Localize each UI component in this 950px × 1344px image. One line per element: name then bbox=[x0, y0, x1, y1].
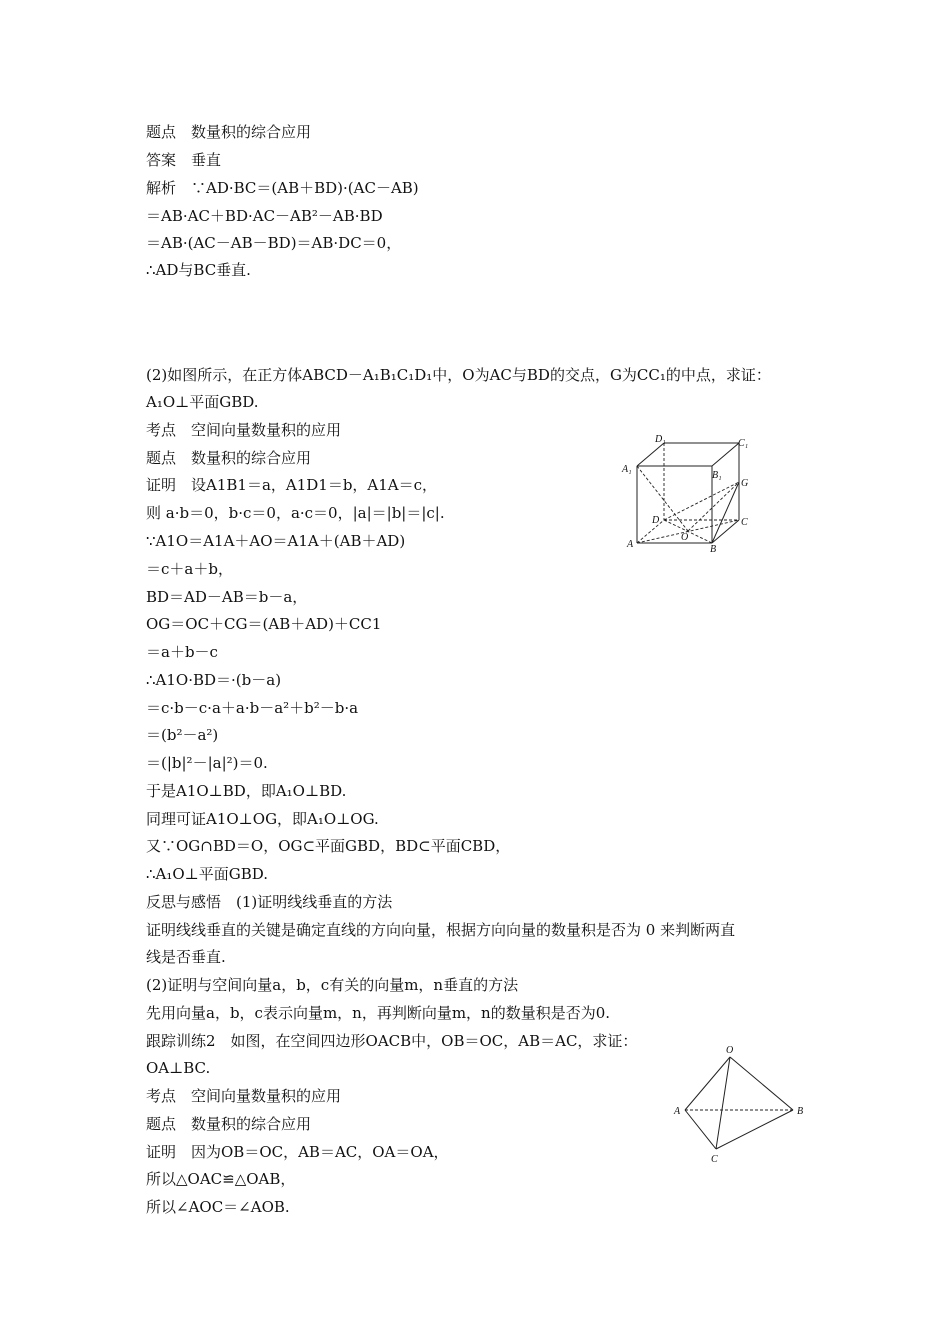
part1-line: ∴AD与BC垂直. bbox=[146, 261, 251, 279]
proof-line: ＝(|b|²－|a|²)＝0. bbox=[146, 754, 268, 772]
edge-A1O bbox=[637, 466, 688, 531]
proof-line: ∵A1O＝A1A＋AO＝A1A＋(AB＋AD) bbox=[146, 532, 406, 550]
reflection-line: 先用向量a，b，c表示向量m，n，再判断向量m，n的数量积是否为0. bbox=[146, 1004, 611, 1022]
proof-line: 题点 数量积的综合应用 bbox=[146, 449, 312, 467]
proof-line: ∴A₁O⊥平面GBD. bbox=[146, 865, 269, 883]
vertex-label: O bbox=[681, 532, 689, 543]
exercise-line: OA⊥BC. bbox=[146, 1059, 211, 1077]
vertex-label: B bbox=[797, 1106, 804, 1117]
edge-A1D1 bbox=[637, 443, 664, 466]
edge-BG bbox=[712, 482, 739, 543]
edge-OB bbox=[730, 1057, 793, 1110]
vertex-label: D₁ bbox=[655, 434, 666, 445]
proof-line: 同理可证A1O⊥OG，即A₁O⊥OG. bbox=[146, 810, 379, 828]
part1-line: 题点 数量积的综合应用 bbox=[146, 123, 312, 141]
cube-figure bbox=[615, 430, 755, 555]
part1-line: ＝AB·AC＋BD·AC－AB²－AB·BD bbox=[146, 207, 383, 225]
reflection-line: 证明线线垂直的关键是确定直线的方向向量，根据方向向量的数量积是否为 0 来判断两直 bbox=[146, 921, 736, 939]
edge-AD bbox=[637, 520, 664, 543]
proof-line: ＝c＋a＋b， bbox=[146, 560, 233, 578]
proof-line: ＝(b²－a²) bbox=[146, 726, 219, 744]
vertex-label: B bbox=[710, 544, 717, 555]
part1-line: 答案 垂直 bbox=[146, 151, 222, 169]
exercise-line: 所以△OAC≌△OAB， bbox=[146, 1170, 296, 1188]
exercise-line: 题点 数量积的综合应用 bbox=[146, 1115, 312, 1133]
edge-DG bbox=[664, 482, 739, 520]
proof-line: 又∵OG∩BD＝O，OG⊂平面GBD，BD⊂平面CBD， bbox=[146, 837, 511, 855]
proof-line: 则 a·b＝0，b·c＝0，a·c＝0，|a|＝|b|＝|c|. bbox=[146, 504, 445, 522]
vertex-label: D bbox=[652, 515, 660, 526]
vertex-label: A₁ bbox=[622, 464, 632, 475]
vertex-label: A bbox=[674, 1106, 681, 1117]
tetrahedron-figure bbox=[668, 1038, 813, 1168]
exercise-line: 所以∠AOC＝∠AOB. bbox=[146, 1198, 290, 1216]
exercise-line: 跟踪训练2 如图，在空间四边形OACB中，OB＝OC，AB＝AC，求证： bbox=[146, 1032, 638, 1050]
vertex-label: C bbox=[711, 1154, 718, 1165]
edge-B1C1 bbox=[712, 443, 739, 466]
proof-line: 证明 设A1B1＝a，A1D1＝b，A1A＝c， bbox=[146, 476, 438, 494]
part1-line: 解析 ∵AD·BC＝(AB＋BD)·(AC－AB) bbox=[146, 179, 419, 197]
edge-AC bbox=[685, 1110, 716, 1149]
reflection-line: 线是否垂直. bbox=[146, 948, 226, 966]
exercise-line: 考点 空间向量数量积的应用 bbox=[146, 1087, 342, 1105]
reflection-line: (2)证明与空间向量a，b，c有关的向量m，n垂直的方法 bbox=[146, 976, 519, 994]
vertex-label: A bbox=[627, 539, 634, 550]
proof-line: ＝c·b－c·a＋a·b－a²＋b²－b·a bbox=[146, 699, 359, 717]
problem-statement: (2)如图所示，在正方体ABCD－A₁B₁C₁D₁中，O为AC与BD的交点，G为CC₁的中点，求证： bbox=[146, 366, 771, 384]
vertex-label: O bbox=[726, 1045, 734, 1056]
proof-line: 于是A1O⊥BD，即A₁O⊥BD. bbox=[146, 782, 347, 800]
vertex-label: G bbox=[741, 478, 749, 489]
proof-line: OG＝OC＋CG＝(AB＋AD)＋CC1 bbox=[146, 615, 382, 633]
problem-statement: A₁O⊥平面GBD. bbox=[146, 393, 259, 411]
vertex-label: C₁ bbox=[738, 438, 749, 449]
part1-line: ＝AB·(AC－AB－BD)＝AB·DC＝0， bbox=[146, 234, 402, 252]
proof-line: 考点 空间向量数量积的应用 bbox=[146, 421, 342, 439]
edge-OG bbox=[688, 482, 739, 531]
reflection-line: 反思与感悟 (1)证明线线垂直的方法 bbox=[146, 893, 393, 911]
vertex-label: B₁ bbox=[712, 470, 722, 481]
vertex-label: C bbox=[741, 517, 748, 528]
edge-BC bbox=[716, 1110, 793, 1149]
exercise-line: 证明 因为OB＝OC，AB＝AC，OA＝OA， bbox=[146, 1143, 449, 1161]
proof-line: ∴A1O·BD＝·(b－a) bbox=[146, 671, 282, 689]
proof-line: ＝a＋b－c bbox=[146, 643, 218, 661]
proof-line: BD＝AD－AB＝b－a， bbox=[146, 588, 308, 606]
